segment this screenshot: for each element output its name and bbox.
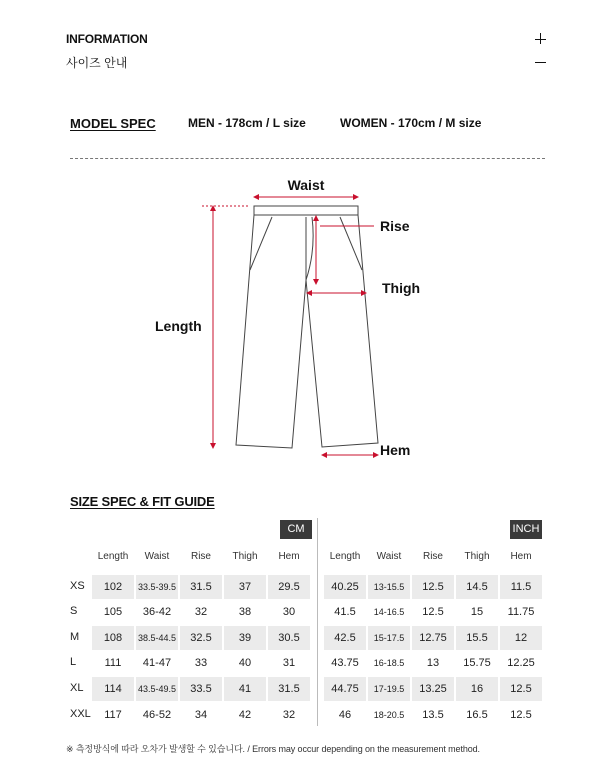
- size-cell-inch: 41.5: [334, 606, 356, 618]
- size-label-s: S: [70, 605, 78, 617]
- size-cell-inch: 46: [338, 709, 352, 721]
- size-cell-cm: 30.5: [268, 626, 310, 650]
- pants-legs: [236, 215, 378, 448]
- model-spec-men: MEN - 178cm / L size: [188, 116, 306, 130]
- size-cell-cm: 105: [103, 606, 123, 618]
- length-label: Length: [155, 318, 202, 334]
- size-cell-cm: 32: [194, 606, 208, 618]
- minus-icon[interactable]: [535, 56, 547, 68]
- size-cell-inch: 17-19.5: [368, 677, 410, 701]
- size-cell-cm: 38: [238, 606, 252, 618]
- column-header-inch-waist: Waist: [376, 551, 402, 562]
- information-label: INFORMATION: [66, 32, 148, 46]
- size-cell-inch: 14.5: [456, 575, 498, 599]
- column-header-inch-thigh: Thigh: [464, 551, 490, 562]
- size-cell-inch: 44.75: [324, 677, 366, 701]
- size-cell-cm: 111: [104, 657, 122, 669]
- size-spec-title: SIZE SPEC & FIT GUIDE: [70, 494, 215, 509]
- size-cell-cm: 108: [92, 626, 134, 650]
- rise-label: Rise: [380, 218, 410, 234]
- size-cell-cm: 31: [282, 657, 296, 669]
- size-cell-inch: 13.25: [412, 677, 454, 701]
- size-cell-cm: 32.5: [180, 626, 222, 650]
- waistband: [254, 206, 358, 215]
- size-cell-cm: 43.5-49.5: [136, 677, 178, 701]
- size-cell-inch: 13-15.5: [368, 575, 410, 599]
- size-cell-cm: 31.5: [180, 575, 222, 599]
- size-cell-inch: 12.5: [500, 677, 542, 701]
- size-guide-accordion[interactable]: [66, 51, 547, 73]
- waist-label: Waist: [287, 177, 325, 193]
- size-cell-cm: 36-42: [142, 606, 172, 618]
- size-cell-inch: 43.75: [331, 657, 359, 669]
- size-label-xxl: XXL: [70, 708, 91, 720]
- size-cell-cm: 30: [282, 606, 296, 618]
- size-cell-inch: 16-18.5: [373, 658, 405, 668]
- size-cell-cm: 33.5: [180, 677, 222, 701]
- size-cell-cm: 41-47: [142, 657, 172, 669]
- column-header-cm-thigh: Thigh: [232, 551, 258, 562]
- size-cell-cm: 39: [224, 626, 266, 650]
- size-cell-inch: 12.5: [422, 606, 444, 618]
- size-guide-label: 사이즈 안내: [66, 55, 128, 70]
- size-label-xs: XS: [70, 580, 85, 592]
- column-header-cm-length: Length: [97, 551, 129, 562]
- size-cell-cm: 31.5: [268, 677, 310, 701]
- size-label-m: M: [70, 631, 80, 643]
- hem-label: Hem: [380, 442, 411, 458]
- size-cell-inch: 11.5: [500, 575, 542, 599]
- size-cell-cm: 102: [92, 575, 134, 599]
- size-cell-inch: 16: [456, 677, 498, 701]
- size-cell-inch: 13.5: [422, 709, 444, 721]
- size-label-l: L: [70, 656, 77, 668]
- fly-curve: [306, 217, 313, 280]
- size-cell-cm: 42: [238, 709, 252, 721]
- size-cell-inch: 15: [470, 606, 484, 618]
- model-spec-title: MODEL SPEC: [70, 115, 156, 131]
- size-cell-inch: 11.75: [507, 606, 535, 618]
- size-cell-cm: 37: [224, 575, 266, 599]
- size-cell-inch: 14-16.5: [373, 607, 405, 617]
- size-cell-inch: 12.25: [507, 657, 535, 669]
- model-spec: [70, 114, 550, 132]
- footnote: ※ 측정방식에 따라 오차가 발생할 수 있습니다. / Errors may occur depending on the measurement method.: [66, 744, 480, 754]
- information-accordion[interactable]: [66, 28, 547, 50]
- size-cell-inch: 12: [500, 626, 542, 650]
- size-cell-cm: 34: [194, 709, 208, 721]
- size-cell-inch: 42.5: [324, 626, 366, 650]
- thigh-label: Thigh: [382, 280, 421, 296]
- size-cell-cm: 38.5-44.5: [136, 626, 178, 650]
- pants-outline: [236, 206, 378, 448]
- size-cell-inch: 18-20.5: [373, 710, 405, 720]
- size-cell-inch: 16.5: [466, 709, 488, 721]
- column-header-inch-length: Length: [329, 551, 361, 562]
- size-cell-inch: 15-17.5: [368, 626, 410, 650]
- column-header-cm-hem: Hem: [278, 551, 300, 562]
- column-header-inch-rise: Rise: [422, 551, 443, 562]
- size-cell-inch: 12.5: [412, 575, 454, 599]
- size-cell-cm: 117: [104, 709, 122, 721]
- size-cell-cm: 32: [282, 709, 296, 721]
- plus-icon[interactable]: [535, 33, 547, 45]
- column-header-cm-rise: Rise: [190, 551, 211, 562]
- dashed-divider: [70, 158, 545, 159]
- size-cell-inch: 12.75: [412, 626, 454, 650]
- size-cell-cm: 46-52: [142, 709, 172, 721]
- size-cell-cm: 40: [238, 657, 252, 669]
- size-cell-cm: 33: [194, 657, 208, 669]
- size-cell-inch: 15.75: [463, 657, 491, 669]
- size-cell-cm: 29.5: [268, 575, 310, 599]
- model-spec-women: WOMEN - 170cm / M size: [340, 116, 482, 130]
- cm-unit-badge: CM: [280, 520, 312, 539]
- size-cell-cm: 114: [92, 677, 134, 701]
- column-header-inch-hem: Hem: [510, 551, 532, 562]
- size-cell-cm: 41: [224, 677, 266, 701]
- size-label-xl: XL: [70, 682, 84, 694]
- size-cell-inch: 40.25: [324, 575, 366, 599]
- size-cell-inch: 12.5: [510, 709, 532, 721]
- pants-measurement-diagram: [0, 170, 613, 470]
- column-header-cm-waist: Waist: [144, 551, 170, 562]
- size-cell-cm: 33.5-39.5: [136, 575, 178, 599]
- size-cell-inch: 13: [426, 657, 440, 669]
- size-cell-inch: 15.5: [456, 626, 498, 650]
- table-divider: [317, 518, 318, 726]
- inch-unit-badge: INCH: [510, 520, 542, 539]
